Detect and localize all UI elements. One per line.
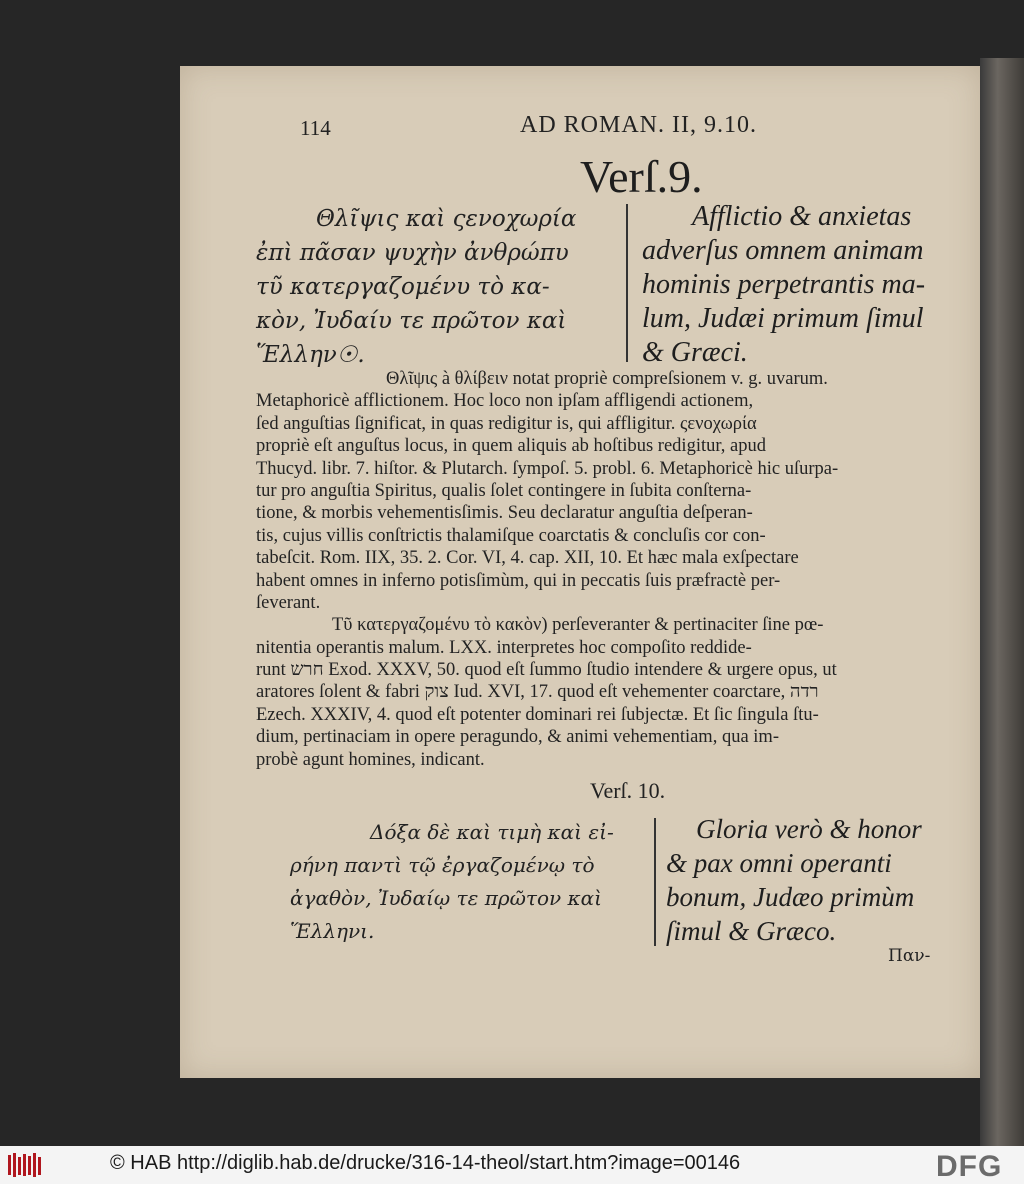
verse-10-latin-text [666, 812, 966, 948]
commentary-line: Τῦ κατεργαζομένυ τὸ κακὸν) perſeveranter & pertinaciter ſine pœ- [332, 615, 824, 636]
catchword: Παν- [888, 946, 931, 966]
footer-bar [0, 1146, 1024, 1184]
greek-line: Θλῖψις καὶ ςενοχωρία [316, 206, 577, 232]
commentary-line: ſeverant. [256, 592, 321, 613]
commentary-line: tur pro anguſtia Spiritus, qualis ſolet contingere in ſubita conſterna- [256, 480, 752, 501]
greek-line: ἐπὶ πᾶσαν ψυχὴν ἀνθρώπυ [256, 240, 569, 266]
column-divider [626, 204, 628, 362]
greek-line: Ἕλλην☉. [256, 342, 365, 368]
greek-line: Ἕλληνι. [290, 919, 375, 943]
column-divider [654, 818, 656, 946]
greek-line: κὸν, Ἰυδαίυ τε πρῶτον καὶ [256, 308, 567, 334]
latin-line: ſimul & Græco. [666, 916, 837, 946]
latin-line: Gloria verò & honor [696, 814, 922, 844]
book-edge [980, 58, 1024, 1146]
verse-9-latin-text [642, 200, 972, 370]
commentary-line: aratores ſolent & fabri צוק Iud. XVI, 17. quod eſt vehementer coarctare, רדה [256, 682, 819, 703]
commentary-line: propriè eſt anguſtus locus, in quem aliquis ab hoſtibus redigitur, apud [256, 436, 766, 457]
commentary-line: Ezech. XXXIV, 4. quod eſt potenter dominari rei ſubjectæ. Et ſic ſingula ſtu- [256, 704, 819, 725]
verse-10-greek-text [290, 816, 640, 948]
footer-credit-link[interactable]: © HAB http://diglib.hab.de/drucke/316-14-theol/start.htm?image=00146 [110, 1152, 741, 1174]
commentary-line: runt חרש Exod. XXXV, 50. quod eſt ſummo ſtudio intendere & urgere opus, ut [256, 660, 837, 681]
greek-line: Δόξα δὲ καὶ τιμὴ καὶ εἰ- [370, 820, 614, 844]
latin-line: bonum, Judæo primùm [666, 882, 915, 912]
hab-logo-icon[interactable] [4, 1150, 48, 1180]
dfg-logo-icon[interactable] [934, 1150, 1020, 1180]
latin-line: adverſus omnem animam [642, 235, 924, 266]
commentary-line: nitentia operantis malum. LXX. interpretes hoc compoſito reddide- [256, 637, 752, 658]
latin-line: hominis perpetrantis ma- [642, 269, 926, 300]
commentary-line: tabeſcit. Rom. IIX, 35. 2. Cor. VI, 4. cap. XII, 10. Et hæc mala exſpectare [256, 548, 799, 569]
greek-line: ρήνη παντὶ τῷ ἐργαζομένῳ τὸ [290, 853, 595, 877]
commentary-text [256, 368, 952, 771]
commentary-line: tione, & morbis vehementisſimis. Seu declaratur anguſtia deſperan- [256, 503, 753, 524]
commentary-line: Thucyd. libr. 7. hiſtor. & Plutarch. ſympoſ. 5. probl. 6. Metaphoricè hic uſurpa- [256, 458, 839, 479]
latin-line: Afflictio & anxietas [692, 201, 912, 232]
commentary-line: probè agunt homines, indicant. [256, 749, 485, 770]
greek-line: τῦ κατεργαζομένυ τὸ κα- [256, 274, 550, 300]
running-title: AD ROMAN. II, 9.10. [520, 112, 757, 138]
latin-line: & pax omni operanti [666, 848, 892, 878]
commentary-line: tis, cujus villis conſtrictis thalamiſque coarctatis & concluſis cor con- [256, 525, 766, 546]
commentary-line: habent omnes in inferno potisſimùm, qui in peccatis ſuis præfractè per- [256, 570, 781, 591]
verse-9-greek-text [256, 202, 616, 372]
commentary-line: Metaphoricè afflictionem. Hoc loco non ipſam affligendi actionem, [256, 391, 754, 412]
commentary-line: Θλῖψις à θλίβειν notat propriè compreſsionem v. g. uvarum. [386, 369, 828, 389]
latin-line: lum, Judæi primum ſimul [642, 303, 924, 334]
verse-9-heading: Verſ.9. [580, 151, 703, 202]
book-page [180, 66, 980, 1078]
page-number: 114 [300, 116, 331, 140]
commentary-line: dium, pertinaciam in opere peragundo, & animi vehementiam, qua im- [256, 727, 779, 748]
verse-10-heading: Verſ. 10. [590, 778, 666, 803]
page-header [300, 112, 940, 142]
dfg-logo-text: DFG [936, 1150, 1003, 1180]
latin-line: & Græci. [642, 337, 748, 368]
greek-line: ἀγαθὸν, Ἰυδαίῳ τε πρῶτον καὶ [290, 886, 603, 910]
commentary-line: ſed anguſtias ſignificat, in quas redigitur is, qui affligitur. ςενοχωρία [256, 413, 757, 434]
